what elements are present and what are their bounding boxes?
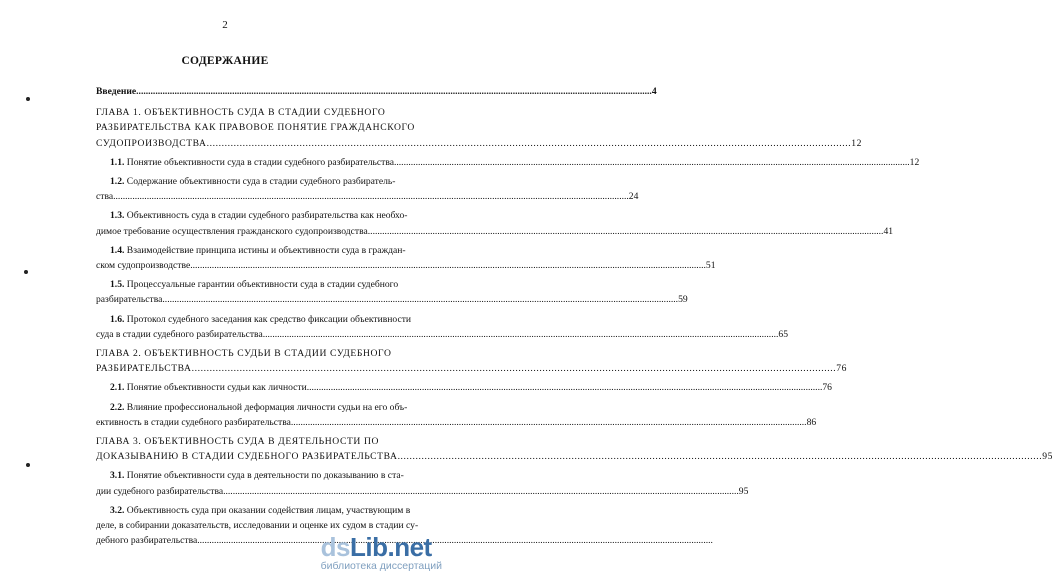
toc-number: 1.1. <box>110 156 125 168</box>
toc-line: Процессуальные гарантии объективности суда в стадии судебного <box>126 279 399 291</box>
toc-line: Протокол судебного заседания как средство фиксации объективности <box>126 313 412 325</box>
toc-line: Понятие объективности суда в деятельности по доказыванию в ста- <box>126 470 404 482</box>
toc-page: 41 <box>883 225 894 237</box>
toc-line: ском судопроизводстве <box>96 260 191 272</box>
toc-line: СУДОПРОИЗВОДСТВА <box>96 137 207 149</box>
toc-page: 59 <box>678 294 688 306</box>
toc-number: 1.2. <box>110 176 125 188</box>
margin-dot <box>26 463 30 467</box>
toc-entry-1-1 <box>96 155 920 170</box>
toc-line: РАЗБИРАТЕЛЬСТВА <box>96 363 192 375</box>
toc-entry-introduction <box>96 84 657 99</box>
toc-number: 2.1. <box>110 382 125 394</box>
toc-line: димое требование осуществления гражданского судопроизводства <box>96 225 368 237</box>
logo-part-1: ds <box>320 532 350 562</box>
toc-number: 3.2. <box>110 504 125 516</box>
toc-number: 3.1. <box>110 470 125 482</box>
toc-page: 12 <box>851 137 863 149</box>
toc-line: разбирательства <box>96 294 163 306</box>
toc-page: 65 <box>778 328 788 340</box>
toc-line: Влияние профессиональной деформация личности судьи на его объ- <box>126 401 408 413</box>
toc-number: 2.2. <box>110 401 125 413</box>
toc-page: 95 <box>738 485 749 497</box>
toc-entry-chapter-1 <box>96 105 863 151</box>
toc-line: ГЛАВА 3. ОБЪЕКТИВНОСТЬ СУДА В ДЕЯТЕЛЬНОСТИ ПО <box>96 436 379 448</box>
toc-entry-3-1 <box>96 468 749 498</box>
toc-line: ГЛАВА 2. ОБЪЕКТИВНОСТЬ СУДЬИ В СТАДИИ СУДЕБНОГО <box>96 348 392 360</box>
toc-page: 4 <box>651 86 657 97</box>
toc-line: ДОКАЗЫВАНИЮ В СТАДИИ СУДЕБНОГО РАЗБИРАТЕЛЬСТВА <box>96 451 398 463</box>
margin-dot <box>26 97 30 101</box>
toc-number: 1.3. <box>110 210 125 222</box>
dslib-logo <box>321 534 442 560</box>
toc-entry-1-2 <box>96 174 639 204</box>
watermark-subtitle: библиотека диссертаций <box>320 560 442 572</box>
toc-number: 1.5. <box>110 279 125 291</box>
toc-entry-1-5 <box>96 277 688 307</box>
toc-entry-2-2 <box>96 400 817 430</box>
logo-part-2: Lib.net <box>349 532 432 562</box>
toc-entry-1-3 <box>96 208 894 238</box>
toc-line: дии судебного разбирательства <box>96 485 224 497</box>
toc-entry-2-1 <box>96 380 832 395</box>
toc-line: Взаимодействие принципа истины и объективности суда в граждан- <box>126 244 406 256</box>
toc-entry-1-6 <box>96 312 788 342</box>
toc-line: ства <box>96 191 114 203</box>
toc-line: РАЗБИРАТЕЛЬСТВА КАК ПРАВОВОЕ ПОНЯТИЕ ГРАЖДАНСКОГО <box>96 122 415 134</box>
toc-line: Понятие объективности суда в стадии судебного разбирательства <box>126 156 394 168</box>
toc-page: 95 <box>1042 451 1053 463</box>
toc-line: деле, в собирании доказательств, исследовании и оценке их судом в стадии су- <box>96 520 419 532</box>
toc-number: 1.4. <box>110 244 125 256</box>
toc-line: Понятие объективности судьи как личности <box>126 382 307 394</box>
toc-heading: СОДЕРЖАНИЕ <box>181 55 269 67</box>
toc-page: 51 <box>705 260 716 272</box>
margin-dot <box>24 270 28 274</box>
table-of-contents <box>96 84 1053 552</box>
toc-page: 86 <box>806 416 817 428</box>
page-number: 2 <box>222 19 228 31</box>
toc-line: ГЛАВА 1. ОБЪЕКТИВНОСТЬ СУДА В СТАДИИ СУДЕБНОГО <box>96 107 386 119</box>
toc-line: дебного разбирательства <box>96 535 198 547</box>
toc-line: Объективность суда при оказании содействия лицам, участвующим в <box>126 504 411 516</box>
toc-page: 12 <box>909 156 920 168</box>
toc-line: суда в стадии судебного разбирательства <box>96 328 263 340</box>
watermark <box>321 534 442 572</box>
toc-number: 1.6. <box>110 313 125 325</box>
toc-page: 24 <box>628 191 639 203</box>
toc-line: ективность в стадии судебного разбирательства <box>96 416 291 428</box>
toc-entry-chapter-2 <box>96 346 848 376</box>
toc-page: 76 <box>836 363 848 375</box>
toc-page: 76 <box>822 382 832 394</box>
toc-entry-chapter-3 <box>96 434 1053 464</box>
toc-label: Введение <box>96 86 137 97</box>
toc-line: Объективность суда в стадии судебного разбирательства как необхо- <box>126 210 408 222</box>
toc-line: Содержание объективности суда в стадии судебного разбиратель- <box>126 176 396 188</box>
toc-entry-1-4 <box>96 243 716 273</box>
